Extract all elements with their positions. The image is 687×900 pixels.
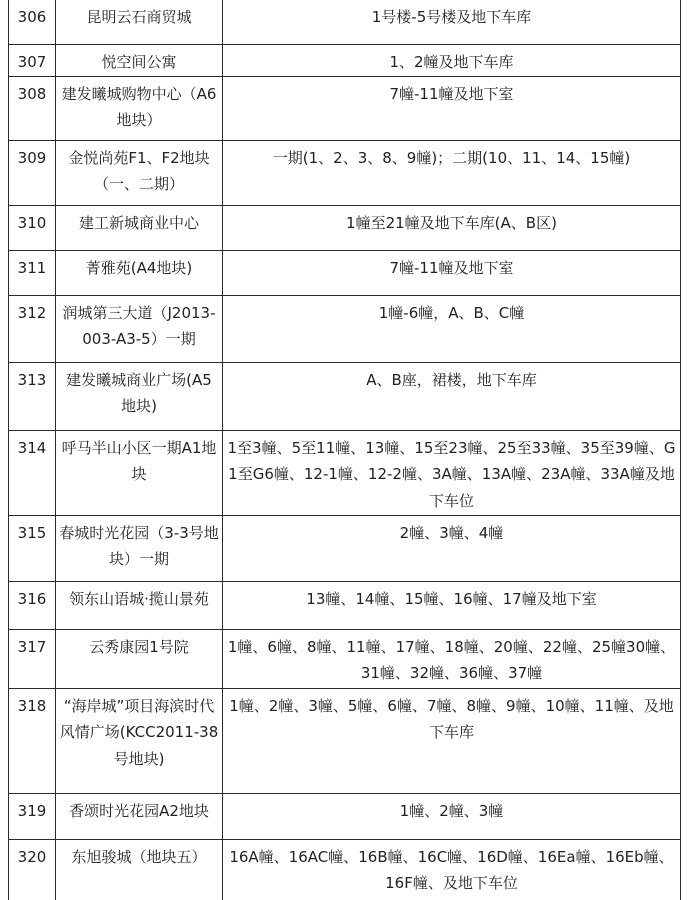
building-range: 1幢至21幢及地下车库(A、B区)	[223, 205, 681, 250]
table-row	[9, 0, 681, 45]
project-name: 东旭骏城（地块五）	[56, 839, 223, 900]
table-row	[9, 793, 681, 839]
project-name: 建发曦城商业广场(A5地块)	[56, 362, 223, 430]
building-range: 7幢-11幢及地下室	[223, 76, 681, 140]
table-row	[9, 250, 681, 295]
row-number: 320	[9, 839, 56, 900]
row-number: 311	[9, 250, 56, 295]
building-range: 7幢-11幢及地下室	[223, 250, 681, 295]
building-range: A、B座，裙楼，地下车库	[223, 362, 681, 430]
table-row	[9, 515, 681, 581]
project-name: 建发曦城购物中心（A6地块）	[56, 76, 223, 140]
project-name: 春城时光花园（3-3号地块）一期	[56, 515, 223, 581]
table-row	[9, 839, 681, 900]
project-name: 润城第三大道（J2013-003-A3-5）一期	[56, 295, 223, 362]
row-number: 312	[9, 295, 56, 362]
row-number: 316	[9, 581, 56, 629]
building-range: 1号楼-5号楼及地下车库	[223, 0, 681, 45]
row-number: 314	[9, 430, 56, 515]
project-name: 香颂时光花园A2地块	[56, 793, 223, 839]
table-row	[9, 140, 681, 205]
table-row	[9, 45, 681, 77]
building-range: 1、2幢及地下车库	[223, 45, 681, 77]
row-number: 310	[9, 205, 56, 250]
table-row	[9, 295, 681, 362]
building-range: 13幢、14幢、15幢、16幢、17幢及地下室	[223, 581, 681, 629]
row-number: 317	[9, 629, 56, 688]
building-range: 1幢-6幢，A、B、C幢	[223, 295, 681, 362]
building-range: 16A幢、16AC幢、16B幢、16C幢、16D幢、16Ea幢、16Eb幢、16F幢、及地下车位	[223, 839, 681, 900]
row-number: 319	[9, 793, 56, 839]
row-number: 313	[9, 362, 56, 430]
building-range: 2幢、3幢、4幢	[223, 515, 681, 581]
project-name: “海岸城”项目海滨时代风情广场(KCC2011-38号地块)	[56, 688, 223, 793]
project-name: 建工新城商业中心	[56, 205, 223, 250]
project-name: 菁雅苑(A4地块)	[56, 250, 223, 295]
table-row	[9, 581, 681, 629]
project-name: 金悦尚苑F1、F2地块（一、二期）	[56, 140, 223, 205]
building-range: 1至3幢、5至11幢、13幢、15至23幢、25至33幢、35至39幢、G1至G6幢、12-1幢、12-2幢、3A幢、13A幢、23A幢、33A幢及地下车位	[223, 430, 681, 515]
row-number: 309	[9, 140, 56, 205]
project-table	[8, 0, 681, 900]
row-number: 318	[9, 688, 56, 793]
table-row	[9, 362, 681, 430]
building-range: 1幢、6幢、8幢、11幢、17幢、18幢、20幢、22幢、25幢30幢、31幢、32幢、36幢、37幢	[223, 629, 681, 688]
project-name: 昆明云石商贸城	[56, 0, 223, 45]
row-number: 306	[9, 0, 56, 45]
table-row	[9, 629, 681, 688]
row-number: 308	[9, 76, 56, 140]
row-number: 315	[9, 515, 56, 581]
table-row	[9, 688, 681, 793]
building-range: 一期(1、2、3、8、9幢)；二期(10、11、14、15幢)	[223, 140, 681, 205]
building-range: 1幢、2幢、3幢、5幢、6幢、7幢、8幢、9幢、10幢、11幢、及地下车库	[223, 688, 681, 793]
row-number: 307	[9, 45, 56, 77]
project-name: 呼马半山小区一期A1地块	[56, 430, 223, 515]
building-range: 1幢、2幢、3幢	[223, 793, 681, 839]
table-row	[9, 76, 681, 140]
table-row	[9, 430, 681, 515]
table-row	[9, 205, 681, 250]
project-name: 领东山语城·揽山景苑	[56, 581, 223, 629]
project-name: 云秀康园1号院	[56, 629, 223, 688]
project-name: 悦空间公寓	[56, 45, 223, 77]
